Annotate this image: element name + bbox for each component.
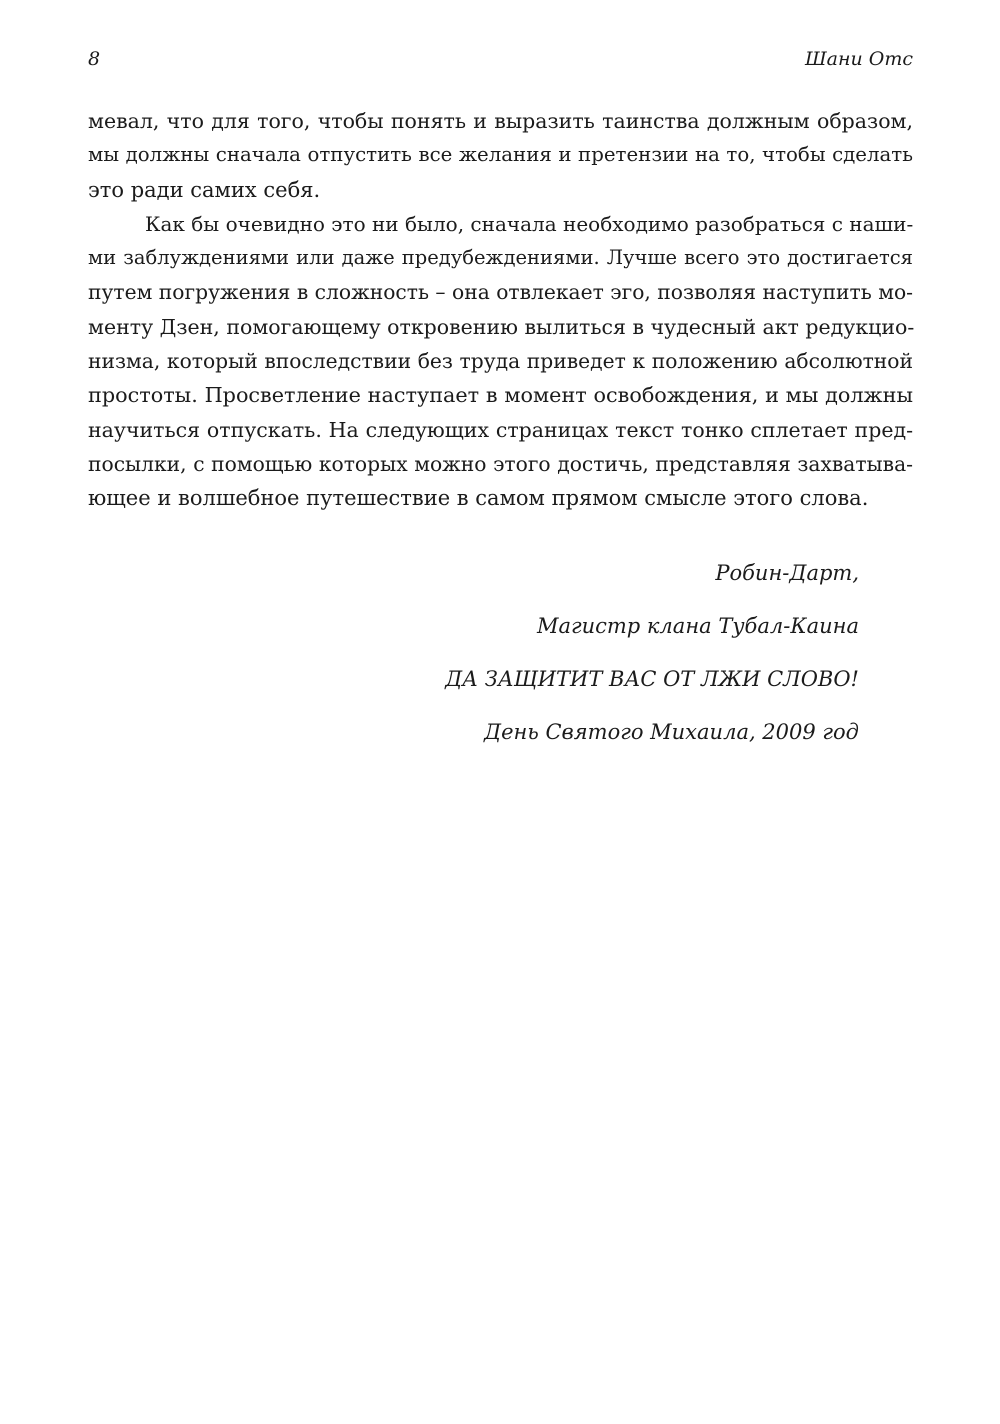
text-line: научиться отпускать. На следующих страницах текст тонко сплетает пред- — [88, 417, 913, 442]
text-line: посылки, с помощью которых можно этого достичь, представляя захватыва- — [88, 451, 913, 476]
running-head-author: Шани Отс — [804, 48, 913, 70]
page-header — [88, 48, 913, 78]
text-line: ми заблуждениями или даже предубеждениями. Лучше всего это достигается — [88, 246, 913, 270]
text-line: это ради самих себя. — [88, 177, 321, 202]
text-line: менту Дзен, помогающему откровению вылиться в чудесный акт редукцио- — [88, 314, 915, 339]
text-line: мы должны сначала отпустить все желания и претензии на то, чтобы сделать — [88, 143, 913, 167]
text-line: простоты. Просветление наступает в момент освобождения, и мы должны — [88, 383, 913, 408]
signature-name: Робин-Дарт, — [715, 561, 859, 585]
signature-date: День Святого Михаила, 2009 год — [484, 720, 859, 744]
paragraph-main — [88, 207, 913, 516]
text-line: ющее и волшебное путешествие в самом прямом смысле этого слова. — [88, 486, 869, 511]
signature-block — [259, 558, 859, 770]
text-line: Как бы очевидно это ни было, сначала необходимо разобраться с наши- — [145, 211, 914, 236]
text-line: низма, который впоследствии без труда приведет к положению абсолютной — [88, 349, 913, 374]
text-line: путем погружения в сложность – она отвлекает эго, позволяя наступить мо- — [88, 280, 913, 305]
signature-motto: ДА ЗАЩИТИТ ВАС ОТ ЛЖИ СЛОВО! — [445, 667, 859, 691]
signature-title: Магистр клана Тубал-Каина — [536, 614, 859, 638]
page-number: 8 — [88, 48, 101, 70]
body-text — [88, 104, 913, 516]
paragraph-continuation — [88, 104, 913, 207]
text-line: мевал, что для того, чтобы понять и выразить таинства должным образом, — [88, 109, 913, 133]
